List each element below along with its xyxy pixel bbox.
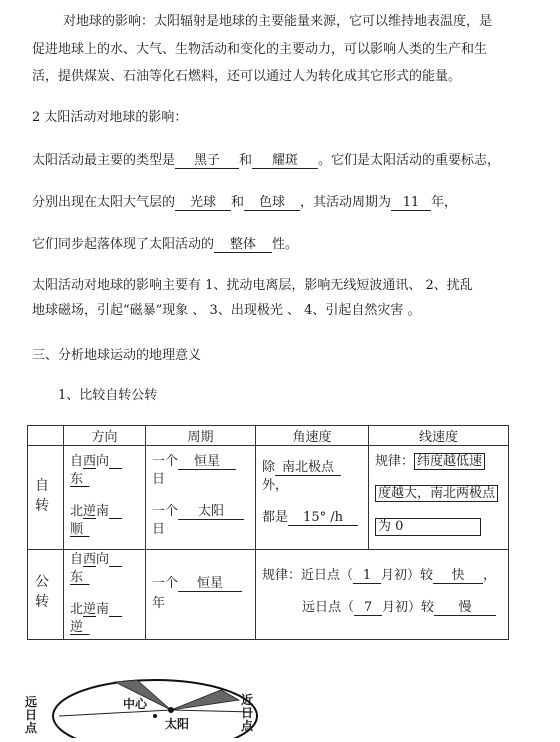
text: 和 bbox=[231, 195, 245, 210]
center-dot bbox=[153, 714, 157, 718]
answer: 逆 bbox=[83, 504, 97, 519]
answer-blank: 太阳 bbox=[178, 505, 244, 520]
text: ，其活动周期为 bbox=[300, 195, 392, 210]
answer-blank: 南北极点 bbox=[275, 461, 341, 476]
paragraph-line: 地球磁场，引起“磁暴”现象 、 3、出现极光 、 4、引起自然灾害 。 bbox=[32, 303, 421, 318]
table-row bbox=[28, 550, 509, 640]
fill-blank-line bbox=[32, 237, 298, 253]
text: 远日点（ bbox=[302, 600, 355, 615]
text: 都是 bbox=[262, 510, 289, 525]
answer-box: 纬度越低速 bbox=[414, 453, 485, 470]
text: 远日点 bbox=[25, 695, 38, 735]
answer: 顺 bbox=[70, 522, 84, 537]
fill-blank-line bbox=[32, 195, 457, 211]
text: 自 bbox=[70, 454, 84, 469]
answer-box: 度越大，南北两极点 bbox=[375, 485, 498, 502]
paragraph-line: 活，提供煤炭、石油等化石燃料，还可以通过人为转化成其它形式的能量。 bbox=[32, 69, 462, 84]
fill-blank-line bbox=[32, 153, 500, 169]
text: 南 bbox=[96, 504, 110, 519]
section-heading: 2 太阳活动对地球的影响： bbox=[32, 110, 188, 125]
answer-blank: 恒星 bbox=[178, 577, 242, 592]
paragraph-line: 促进地球上的水、大气、生物活动和变化的主要动力，可以影响人类的生产和生 bbox=[32, 42, 488, 57]
answer-blank: 快 bbox=[433, 569, 483, 584]
text: 外， bbox=[262, 478, 289, 493]
near-point-label bbox=[241, 694, 254, 733]
comparison-table bbox=[27, 425, 509, 640]
text: 近日点 bbox=[241, 693, 254, 733]
answer-blank: 光球 bbox=[175, 196, 231, 211]
answer: 西 bbox=[83, 552, 97, 567]
answer-blank: 黑子 bbox=[175, 154, 239, 169]
text: ， bbox=[483, 568, 497, 583]
text: 月初）较 bbox=[382, 600, 435, 615]
text: 一个 bbox=[152, 576, 179, 591]
answer-blank: 11 bbox=[391, 196, 431, 211]
text: 南 bbox=[96, 602, 110, 617]
row-label: 转 bbox=[35, 594, 49, 610]
text: 一个 bbox=[152, 504, 179, 519]
answer: 逆 bbox=[83, 602, 97, 617]
text: 日 bbox=[152, 522, 166, 537]
answer-blank: 色球 bbox=[244, 196, 300, 211]
answer-blank: 整体 bbox=[214, 238, 272, 253]
text: 。它们是太阳活动的重要标志， bbox=[318, 153, 501, 168]
answer-blank: 耀斑 bbox=[252, 154, 318, 169]
answer-blank: 7 bbox=[354, 601, 382, 616]
paragraph-line: 对地球的影响：太阳辐射是地球的主要能量来源，它可以维持地表温度，是 bbox=[63, 14, 493, 29]
answer-blank: 恒星 bbox=[178, 455, 236, 470]
orbit-diagram bbox=[25, 660, 265, 738]
text: 分别出现在太阳大气层的 bbox=[32, 195, 176, 210]
text: 规律：近日点（ bbox=[262, 568, 354, 583]
table-row bbox=[28, 446, 509, 550]
text: 规律： bbox=[375, 454, 415, 469]
answer-blank: 慢 bbox=[434, 601, 496, 616]
row-label: 转 bbox=[35, 498, 49, 514]
answer: 东 bbox=[70, 472, 84, 487]
text: 北 bbox=[70, 602, 84, 617]
table-corner bbox=[28, 426, 64, 446]
center-label: 中心 bbox=[123, 697, 148, 711]
text: 年 bbox=[152, 596, 166, 611]
sector-shape bbox=[171, 690, 239, 710]
text: 日 bbox=[152, 472, 166, 487]
text: 向 bbox=[96, 552, 110, 567]
row-label: 公 bbox=[35, 574, 49, 590]
subsection-heading: 1、比较自转公转 bbox=[58, 388, 158, 403]
answer-blank: 1 bbox=[353, 569, 381, 584]
far-point-label bbox=[25, 696, 38, 735]
answer-box: 为 0 bbox=[375, 518, 481, 536]
text: 和 bbox=[239, 153, 253, 168]
column-header: 方向 bbox=[64, 426, 146, 446]
section-heading: 三、分析地球运动的地理意义 bbox=[32, 348, 202, 363]
column-header: 线速度 bbox=[369, 426, 509, 446]
text: 北 bbox=[70, 504, 84, 519]
answer: 逆 bbox=[70, 620, 84, 635]
text: 除 bbox=[262, 460, 276, 475]
text: 自 bbox=[70, 552, 84, 567]
orbit-ellipse bbox=[53, 680, 257, 738]
column-header: 周期 bbox=[146, 426, 256, 446]
text: 性。 bbox=[272, 237, 299, 252]
paragraph-line: 太阳活动对地球的影响主要有 1、扰动电离层，影响无线短波通讯、 2、扰乱 bbox=[32, 278, 473, 293]
column-header: 角速度 bbox=[256, 426, 369, 446]
answer-blank: 15° /h bbox=[288, 511, 358, 526]
text: 一个 bbox=[152, 454, 179, 469]
sun-label: 太阳 bbox=[165, 717, 190, 731]
text: 月初）较 bbox=[381, 568, 434, 583]
text: 年， bbox=[431, 195, 458, 210]
text: 它们同步起落体现了太阳活动的 bbox=[32, 237, 215, 252]
row-label: 自 bbox=[35, 478, 49, 494]
sun-dot bbox=[168, 707, 174, 713]
text: 向 bbox=[96, 454, 110, 469]
answer: 西 bbox=[83, 454, 97, 469]
text: 太阳活动最主要的类型是 bbox=[32, 153, 176, 168]
answer: 东 bbox=[70, 570, 84, 585]
